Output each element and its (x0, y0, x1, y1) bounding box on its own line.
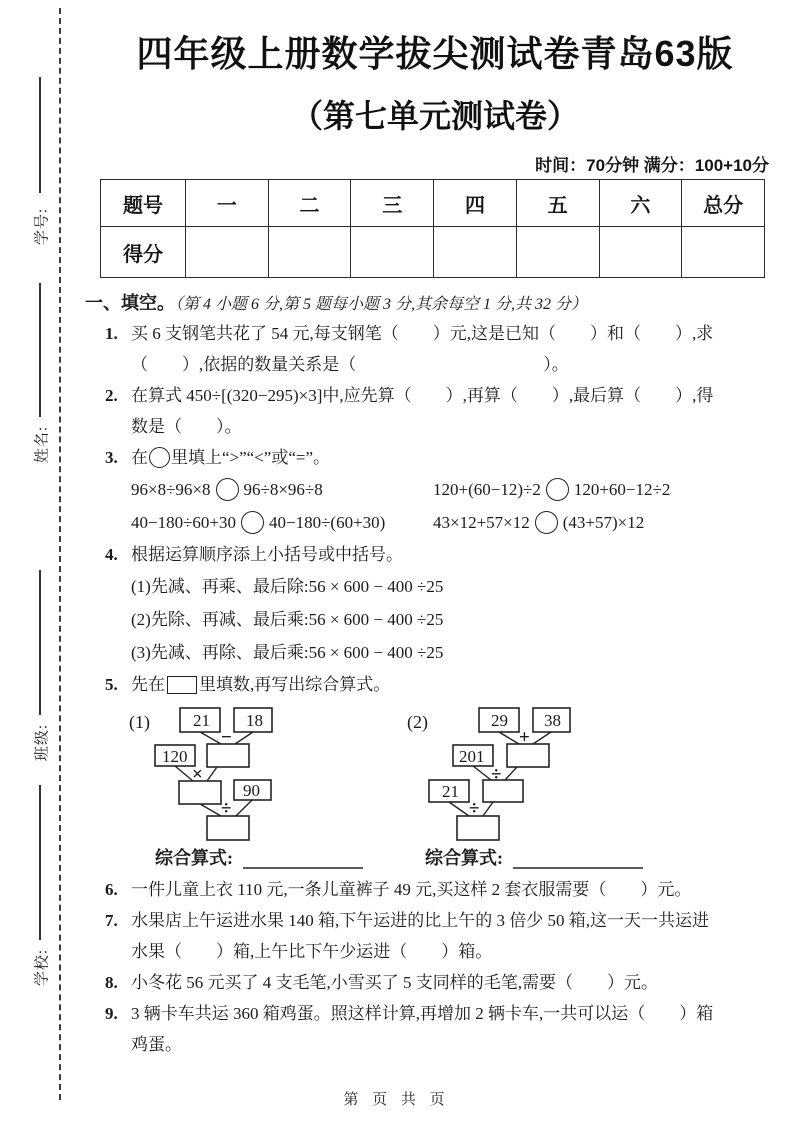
expression-right: 120+60−12÷2 (573, 480, 671, 499)
formula-label: 综合算式: (155, 848, 233, 868)
connector-line (200, 732, 221, 744)
question-text: 鸡蛋。 (131, 1035, 182, 1054)
question-5 (85, 669, 785, 700)
operator-plus: + (519, 727, 530, 748)
question-text: （ ）,依据的数量关系是（ ）。 (131, 355, 569, 374)
paper-subtitle: （第七单元测试卷） (290, 98, 579, 134)
question-number: 5. (105, 675, 118, 694)
connector-line (236, 800, 252, 816)
question-6 (85, 874, 785, 905)
score-table-header-cell: 三 (351, 180, 434, 227)
comparison-row (131, 473, 670, 506)
flow-diagram-1 (117, 702, 383, 874)
blank-box-icon (167, 676, 197, 694)
connector-line (505, 767, 517, 780)
score-cell-empty (599, 227, 682, 278)
question-number: 1. (105, 324, 118, 343)
connector-line (473, 766, 491, 780)
flow-box-number: 18 (246, 711, 263, 730)
flow-box-number: 38 (544, 711, 561, 730)
question-number: 2. (105, 386, 118, 405)
connector-line (235, 732, 253, 744)
section-score-note: （第 4 小题 6 分,第 5 题每小题 3 分,其余每空 1 分,共 32 分） (175, 296, 588, 313)
q4-item-expr: 56 × 600 − 400 ÷25 (308, 610, 444, 629)
flow-box-number: 21 (442, 782, 459, 801)
question-number: 3. (105, 448, 118, 467)
expression-left: 96×8÷96×8 (131, 480, 211, 499)
question-number: 9. (105, 1004, 118, 1023)
q4-item-expr: 56 × 600 − 400 ÷25 (308, 577, 444, 596)
comparison-pair (131, 473, 433, 506)
diagram-label: (1) (129, 712, 150, 732)
comparison-circle-icon (149, 447, 170, 468)
school-label: 学校: (34, 948, 51, 987)
score-table-header-cell: 二 (268, 180, 351, 227)
q4-item-expr: 56 × 600 − 400 ÷25 (308, 643, 444, 662)
q4-item-order: 先减、再除、最后乘: (150, 643, 309, 662)
q4-item-no: (2) (131, 610, 151, 629)
formula-label: 综合算式: (425, 848, 503, 868)
expression-right: 96÷8×96÷8 (243, 480, 323, 499)
flow-box-number: 21 (193, 711, 210, 730)
fold-dashed-line (59, 8, 61, 1100)
class-blank-line (39, 570, 41, 715)
comparison-pair (433, 473, 670, 506)
diagram-label: (2) (407, 712, 428, 732)
expression-left: 40−180÷60+30 (131, 513, 237, 532)
page-footer: 第 页 共 页 (343, 1092, 450, 1108)
flow-box-number: 201 (459, 747, 485, 766)
flow-box-blank (483, 780, 523, 802)
operator-divide: ÷ (491, 764, 502, 785)
section-title: 一、填空。 (85, 293, 175, 313)
score-table-header-row (101, 180, 765, 227)
main-content (85, 20, 785, 1060)
operator-divide: ÷ (469, 798, 480, 819)
comparison-circle-icon (546, 478, 569, 501)
score-table-score-row (101, 227, 765, 278)
q5-suffix: 里填数,再写出综合算式。 (199, 675, 391, 694)
question-text: 水果店上午运进水果 140 箱,下午运进的比上午的 3 倍少 50 箱,这一天一共运进 (131, 911, 709, 930)
q4-item (131, 636, 443, 669)
name-label: 姓名: (34, 425, 51, 464)
q3-suffix: 里填上“>”“<”或“=”。 (171, 448, 331, 467)
q4-item (131, 570, 443, 603)
q4-item-order: 先除、再减、最后乘: (150, 610, 309, 629)
score-table-header-cell: 题号 (101, 180, 186, 227)
question-number: 6. (105, 880, 118, 899)
question-text: 水果（ ）箱,上午比下午少运进（ ）箱。 (131, 942, 493, 961)
flow-box-number: 29 (491, 711, 508, 730)
question-text (131, 442, 670, 473)
expression-right: 40−180÷(60+30) (269, 513, 386, 532)
comparison-circle-icon (216, 478, 239, 501)
expression-right: (43+57)×12 (562, 513, 645, 532)
connector-line (449, 802, 469, 816)
comparison-circle-icon (241, 511, 264, 534)
score-table-header-cell: 总分 (682, 180, 765, 227)
question-3 (85, 442, 785, 539)
score-cell-empty (682, 227, 765, 278)
connector-line (483, 802, 493, 816)
question-9 (85, 998, 785, 1060)
question-text: 一件儿童上衣 110 元,一条儿童裤子 49 元,买这样 2 套衣服需要（ ）元。 (131, 880, 692, 899)
question-8 (85, 967, 785, 998)
q4-item (131, 603, 443, 636)
student-id-blank-line (39, 77, 41, 193)
paper-title: 四年级上册数学拔尖测试卷青岛63版 (136, 33, 734, 74)
connector-line (499, 732, 519, 744)
flow-box-number: 120 (162, 747, 188, 766)
connector-line (207, 767, 217, 781)
question-text: 买 6 支钢笔共花了 54 元,每支钢笔（ ）元,这是已知（ ）和（ ）,求 (131, 324, 714, 343)
operator-multiply: × (192, 764, 203, 785)
connector-line (175, 766, 193, 781)
q4-item-no: (3) (131, 643, 151, 662)
score-cell-empty (351, 227, 434, 278)
score-table-header-cell: 五 (516, 180, 599, 227)
student-id-label: 学号: (34, 207, 51, 246)
connector-line (200, 804, 221, 816)
flow-box-blank (207, 816, 249, 840)
flow-diagram-2 (391, 702, 657, 874)
q3-prefix: 在 (131, 448, 148, 467)
flow-box-blank (457, 816, 499, 840)
question-text: 根据运算顺序添上小括号或中括号。 (131, 545, 403, 564)
score-cell-empty (268, 227, 351, 278)
expression-left: 43×12+57×12 (433, 513, 530, 532)
exam-time-score-info: 时间：70分钟 满分：100+10分 (535, 156, 769, 175)
score-cell-empty (186, 227, 269, 278)
question-2 (85, 380, 785, 442)
score-table-header-cell: 一 (186, 180, 269, 227)
question-number: 7. (105, 911, 118, 930)
school-blank-line (39, 785, 41, 940)
question-text: 小冬花 56 元买了 4 支毛笔,小雪买了 5 支同样的毛笔,需要（ ）元。 (131, 973, 658, 992)
score-cell-empty (434, 227, 517, 278)
expression-left: 120+(60−12)÷2 (433, 480, 541, 499)
q4-item-no: (1) (131, 577, 151, 596)
score-table-header-cell: 六 (599, 180, 682, 227)
question-text: 3 辆卡车共运 360 箱鸡蛋。照这样计算,再增加 2 辆卡车,一共可以运（ ）箱 (131, 1004, 714, 1023)
operator-minus: − (221, 727, 232, 748)
score-cell-empty (516, 227, 599, 278)
question-number: 4. (105, 545, 118, 564)
question-number: 8. (105, 973, 118, 992)
operator-divide: ÷ (221, 798, 232, 819)
q5-prefix: 先在 (131, 675, 165, 694)
comparison-circle-icon (535, 511, 558, 534)
question-4 (85, 539, 785, 669)
flow-box-number: 90 (243, 781, 260, 800)
comparison-row (131, 506, 670, 539)
section-heading (85, 290, 785, 318)
question-text: 在算式 450÷[(320−295)×3]中,应先算（ ）,再算（ ）,最后算（ ）,得 (131, 386, 714, 405)
score-table-header-cell: 四 (434, 180, 517, 227)
name-blank-line (39, 283, 41, 417)
comparison-pair (433, 506, 644, 539)
connector-line (533, 732, 551, 744)
question-text (131, 669, 390, 700)
question-1 (85, 318, 785, 380)
class-label: 班级: (34, 723, 51, 762)
question-7 (85, 905, 785, 967)
q4-item-order: 先减、再乘、最后除: (150, 577, 309, 596)
score-row-label: 得分 (101, 227, 186, 278)
comparison-pair (131, 506, 433, 539)
score-table (100, 179, 765, 278)
q5-diagrams (117, 702, 785, 874)
question-text: 数是（ ）。 (131, 417, 242, 436)
